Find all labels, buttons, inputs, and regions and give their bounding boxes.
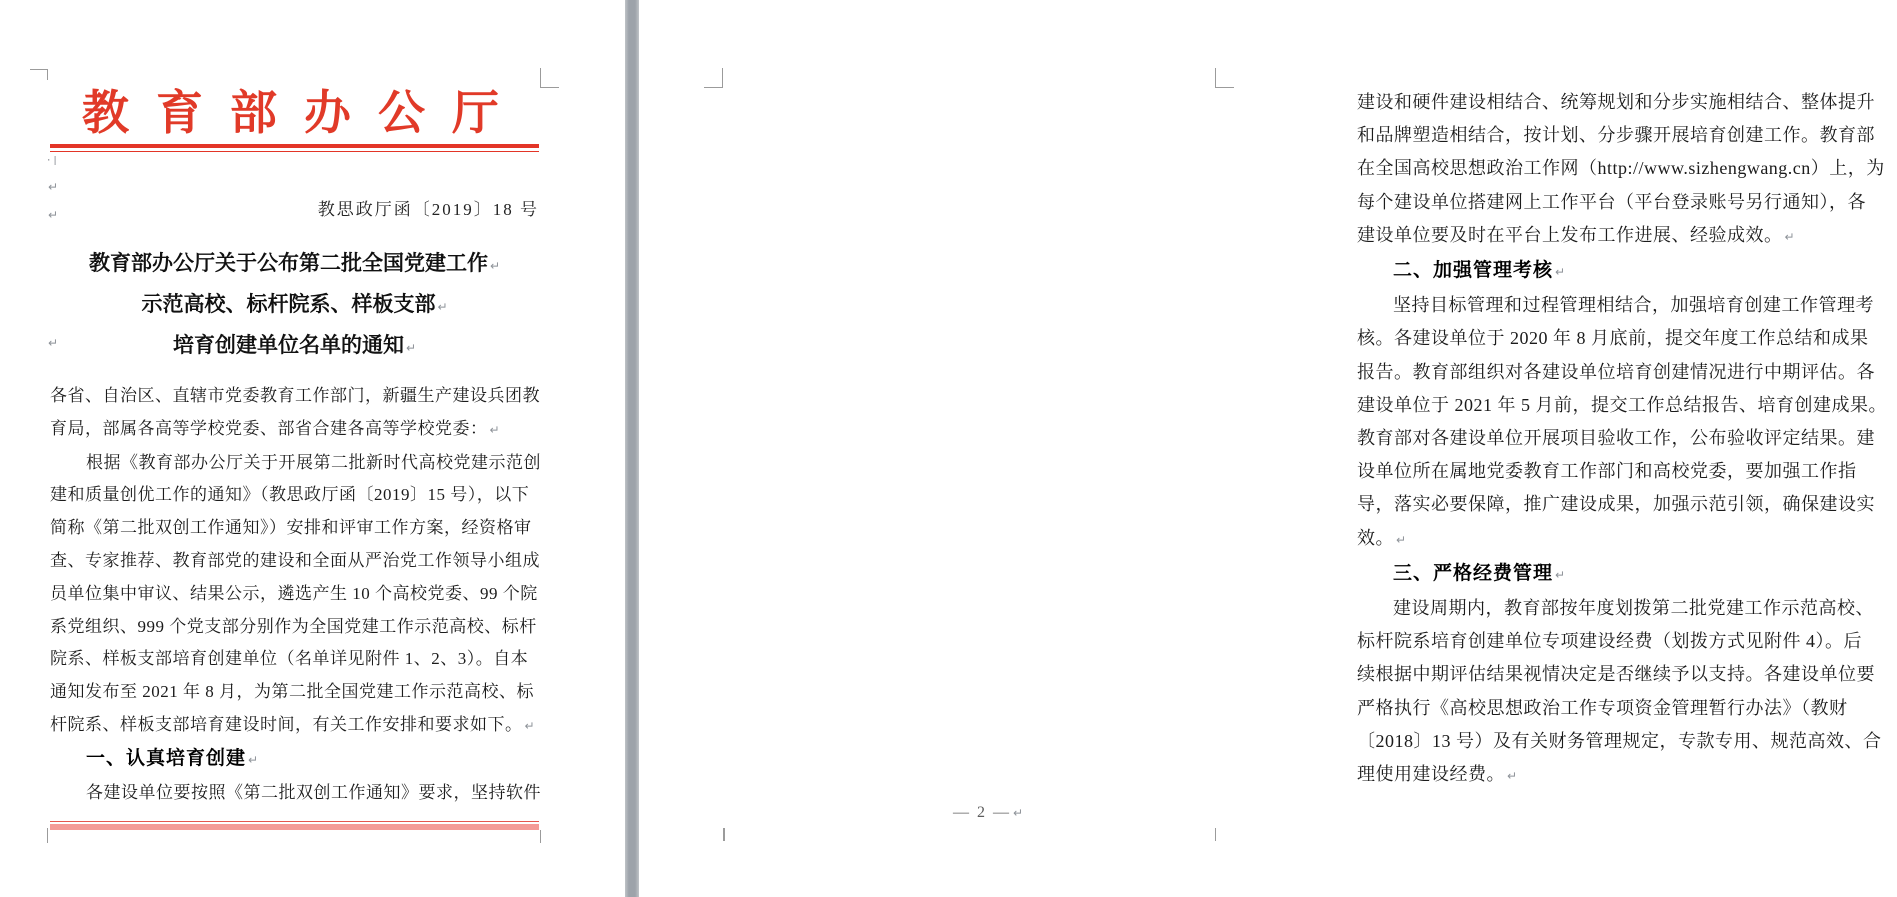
crop-mark (1215, 828, 1216, 841)
doc-title-line: 教育部办公厅关于公布第二批全国党建工作 (88, 251, 488, 275)
text-line: 院系、样板支部培育创建单位（名单详见附件 1、2、3）。自本 (50, 649, 529, 669)
text-line: 严格执行《高校思想政治工作专项资金管理暂行办法》（教财 (1357, 697, 1848, 718)
text-line: 建和质量创优工作的通知》（教思政厅函〔2019〕15 号），以下 (50, 485, 530, 505)
text-line: 各建设单位要按照《第二批双创工作通知》要求，坚持软件 (86, 782, 541, 802)
crop-mark (722, 68, 723, 88)
text-line: 和品牌塑造相结合，按计划、分步骤开展培育创建工作。教育部 (1357, 125, 1875, 146)
text-line: 报告。教育部组织对各建设单位培育创建情况进行中期评估。各 (1357, 361, 1875, 382)
crop-mark (30, 69, 48, 70)
text-line: 根据《教育部办公厅关于开展第二批新时代高校党建示范创 (86, 452, 541, 472)
letterhead-title: 教育部办公厅 (82, 88, 526, 140)
pilcrow-mark: ↵ (1555, 265, 1566, 280)
text-line: 每个建设单位搭建网上工作平台（平台登录账号另行通知），各 (1357, 191, 1866, 212)
text-line: 教育部对各建设单位开展项目验收工作，公布验收评定结果。建 (1357, 428, 1875, 449)
text-line: 坚持目标管理和过程管理相结合，加强培育创建工作管理考 (1393, 295, 1874, 316)
text-line: 导，落实必要保障，推广建设成果，加强示范引领，确保建设实 (1357, 494, 1875, 515)
crop-mark (47, 69, 48, 80)
page-1-body (50, 380, 550, 809)
letterhead-rule-thin (50, 151, 539, 152)
text-line: 建设和硬件建设相结合、统筹规划和分步实施相结合、整体提升 (1357, 92, 1875, 112)
text-line: 核。各建设单位于 2020 年 8 月底前，提交年度工作总结和成果 (1357, 328, 1869, 349)
text-line: 建设单位要及时在平台上发布工作进展、经验成效。 ↵ (1357, 224, 1795, 245)
crop-mark (47, 828, 48, 843)
format-mark: ·| (46, 156, 59, 166)
text-line: 各省、自治区、直辖市党委教育工作部门，新疆生产建设兵团教 (50, 386, 540, 405)
page-number: — 2 — ↵ (952, 804, 1024, 821)
text-line: 理使用建设经费。 ↵ (1357, 764, 1518, 785)
footer-rule-thin (50, 821, 539, 822)
crop-mark (704, 87, 723, 88)
text-line: 设单位所在属地党委教育工作部门和高校党委，要加强工作指 (1357, 461, 1857, 482)
crop-mark (1215, 68, 1216, 88)
pilcrow-mark: ↵ (1012, 806, 1024, 820)
text-line: 效。 ↵ (1357, 527, 1407, 548)
text-line: 查、专家推荐、教育部党的建设和全面从严治党工作领导小组成 (50, 550, 540, 570)
text-line: 建设周期内，教育部按年度划拨第二批党建工作示范高校、 (1393, 598, 1874, 619)
pilcrow-mark: ↵ (437, 300, 448, 314)
text-line: 续根据中期评估结果视情决定是否继续予以支持。各建设单位要 (1357, 664, 1875, 685)
page-divider (625, 0, 639, 897)
pilcrow-mark: ↵ (1507, 769, 1518, 784)
pilcrow-mark: ↵ (489, 259, 501, 273)
pilcrow-mark: ↵ (48, 208, 59, 222)
pilcrow-mark: ↵ (524, 718, 535, 733)
crop-mark (540, 68, 541, 88)
crop-mark (1215, 87, 1234, 88)
text-line: 员单位集中审议、结果公示，遴选产生 10 个高校党委、99 个院 (50, 583, 538, 603)
text-line: 通知发布至 2021 年 8 月，为第二批全国党建工作示范高校、标 (50, 682, 534, 702)
pilcrow-mark: ↵ (405, 341, 417, 355)
doc-number: 教思政厅函〔2019〕18 号 (317, 200, 539, 219)
crop-mark (723, 828, 725, 841)
letterhead-rule-thick (50, 144, 539, 148)
text-line: 系党组织、999 个党支部分别作为全国党建工作示范高校、标杆 (50, 616, 537, 636)
crop-mark (540, 830, 541, 843)
text-line: 在全国高校思想政治工作网（http://www.sizhengwang.cn）上，为 (1357, 158, 1885, 179)
pilcrow-mark: ↵ (248, 752, 259, 767)
doc-title-line: 示范高校、标杆院系、样板支部 (141, 292, 436, 316)
doc-title-line: 培育创建单位名单的通知 (172, 333, 404, 357)
text-line: 简称《第二批双创工作通知》）安排和评审工作方案，经资格审 (50, 518, 532, 538)
pilcrow-mark: ↵ (1784, 229, 1795, 244)
page-2-body (1357, 86, 1897, 793)
section-heading: 二、加强管理考核 ↵ (1393, 260, 1566, 282)
crop-mark (540, 87, 559, 88)
pilcrow-mark: ↵ (1396, 532, 1407, 547)
text-line: 标杆院系培育创建单位专项建设经费（划拨方式见附件 4）。后 (1357, 631, 1862, 652)
pilcrow-mark: ↵ (489, 422, 500, 437)
text-line: 建设单位于 2021 年 5 月前，提交工作总结报告、培育创建成果。 (1357, 394, 1887, 415)
page-2 (639, 0, 1887, 897)
footer-rule-thick (50, 824, 539, 830)
text-line: 杆院系、样板支部培育建设时间，有关工作安排和要求如下。 ↵ (50, 714, 535, 734)
section-heading: 一、认真培育创建 ↵ (86, 747, 259, 769)
page-1 (0, 0, 625, 897)
section-heading: 三、严格经费管理 ↵ (1393, 562, 1566, 584)
pilcrow-mark: ↵ (48, 180, 59, 194)
doc-title (50, 244, 539, 367)
pilcrow-mark: ↵ (1555, 567, 1566, 582)
text-line: 育局，部属各高等学校党委、部省合建各高等学校党委： ↵ (50, 418, 500, 438)
text-line: 〔2018〕13 号）及有关财务管理规定，专款专用、规范高效、合 (1357, 730, 1882, 751)
pilcrow-mark: ↵ (48, 336, 59, 350)
